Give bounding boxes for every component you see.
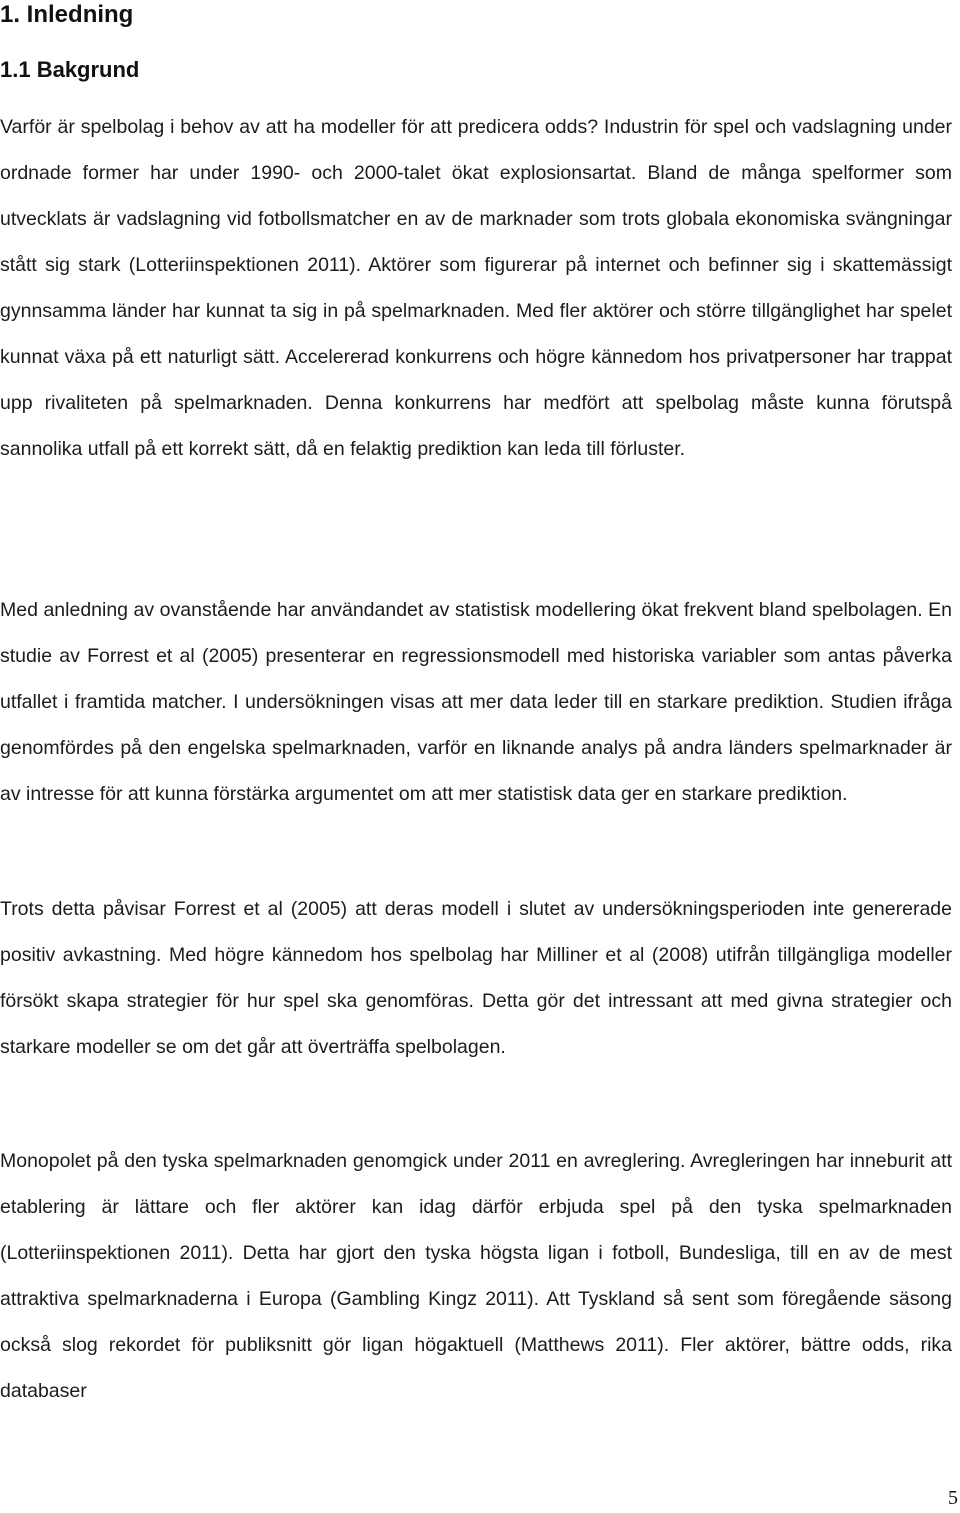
chapter-heading: 1. Inledning: [0, 1, 134, 28]
paragraph-1: Varför är spelbolag i behov av att ha modeller för att predicera odds? Industrin för spel och vadslagning under ordnade former har under 1990- och 2000-talet ökat explosionsartat. Bland de många spelformer som utvecklats är vadslagning vid fotbollsmatcher en av de marknader som trots globala ekonomiska svängningar stått sig stark (Lotteriinspektionen 2011). Aktörer som figurerar på internet och befinner sig i skattemässigt gynnsamma länder har kunnat ta sig in på spelmarknaden. Med fler aktörer och större tillgänglighet har spelet kunnat växa på ett naturligt sätt. Accelererad konkurrens och högre kännedom hos privatpersoner har trappat upp rivaliteten på spelmarknaden. Denna konkurrens har medfört att spelbolag måste kunna förutspå sannolika utfall på ett korrekt sätt, då en felaktig prediktion kan leda till förluster.: [0, 116, 952, 460]
paragraph-4: Monopolet på den tyska spelmarknaden genomgick under 2011 en avreglering. Avregleringen har inneburit att etablering är lättare och fler aktörer kan idag därför erbjuda spel på den tyska spelmarknaden (Lotteriinspektionen 2011). Detta har gjort den tyska högsta ligan i fotboll, Bundesliga, till en av de mest attraktiva spelmarknaderna i Europa (Gambling Kingz 2011). Att Tyskland så sent som föregående säsong också slog rekordet för publiksnitt gör ligan högaktuell (Matthews 2011). Fler aktörer, bättre odds, rika databaser: [0, 1150, 952, 1402]
paragraph-3: Trots detta påvisar Forrest et al (2005) att deras modell i slutet av undersökningsperioden inte genererade positiv avkastning. Med högre kännedom hos spelbolag har Milliner et al (2008) utifrån tillgängliga modeller försökt skapa strategier för hur spel ska genomföras. Detta gör det intressant att med givna strategier och starkare modeller se om det går att överträffa spelbolagen.: [0, 898, 952, 1058]
page-number: 5: [948, 1487, 958, 1509]
paragraph-2: Med anledning av ovanstående har användandet av statistisk modellering ökat frekvent bland spelbolagen. En studie av Forrest et al (2005) presenterar en regressionsmodell med historiska variabler som antas påverka utfallet i framtida matcher. I undersökningen visas att mer data leder till en starkare prediktion. Studien ifråga genomfördes på den engelska spelmarknaden, varför en liknande analys på andra länders spelmarknader är av intresse för att kunna förstärka argumentet om att mer statistisk data ger en starkare prediktion.: [0, 599, 952, 805]
section-heading: 1.1 Bakgrund: [0, 57, 140, 82]
